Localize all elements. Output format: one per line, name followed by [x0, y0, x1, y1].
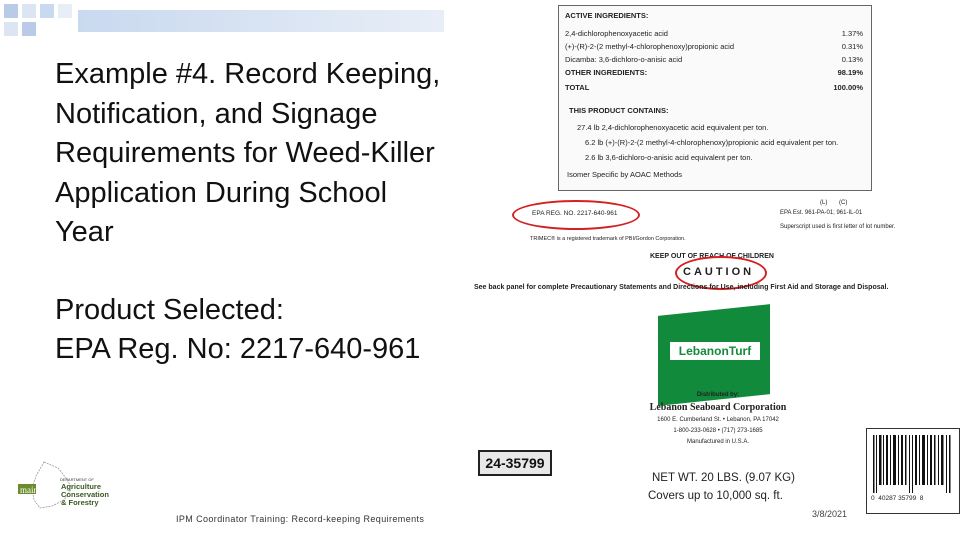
slide-title: Example #4. Record Keeping, Notification, and Signage Requirements for Weed-Killer Application During School Year: [55, 58, 441, 248]
pesticide-label: [448, 0, 960, 512]
company-phone: 1-800-233-0628 • (717) 273-1685: [673, 428, 763, 434]
company-address: 1600 E. Cumberland St. • Lebanon, PA 17042: [657, 417, 779, 423]
corner-decoration: [0, 0, 90, 40]
made-in: Manufactured in U.S.A.: [686, 439, 750, 445]
product-selected-label: Product Selected:: [55, 294, 284, 326]
contains-heading: THIS PRODUCT CONTAINS:: [569, 106, 669, 115]
agency-logo: [14, 460, 124, 510]
epa-est-codes: (L) (C): [820, 200, 848, 206]
logo-dept: Agriculture: [61, 482, 102, 491]
distributed-by: Distributed by:: [696, 392, 740, 398]
product-code: 24-35799: [478, 450, 552, 476]
ingredient-row: Dicamba: 3,6-dichloro-o-anisic acid 0.13%: [565, 55, 863, 64]
ingredient-row: 2,4-dichlorophenoxyacetic acid 1.37%: [565, 29, 863, 38]
epa-est: EPA Est. 961-PA-01; 961-IL-01: [780, 210, 863, 216]
contains-line: 27.4 lb 2,4-dichlorophenoxyacetic acid equivalent per ton.: [577, 123, 769, 132]
superscript-note: Superscript used is first letter of lot number.: [780, 224, 896, 230]
footer-text: IPM Coordinator Training: Record-keeping Requirements: [176, 514, 425, 524]
barcode: [866, 428, 960, 514]
contains-line: 6.2 lb (+)-(R)-2-(2 methyl-4-chlorophenoxy)propionic acid equivalent per ton.: [585, 138, 839, 147]
keep-out-text: KEEP OUT OF REACH OF CHILDREN: [650, 253, 774, 260]
caution-text: CAUTION: [683, 266, 755, 278]
product-selected: [55, 291, 450, 369]
contains-line: Isomer Specific by AOAC Methods: [567, 170, 683, 179]
ingredients-box: [558, 5, 872, 191]
ingredient-row: (+)-(R)-2-(2 methyl-4-chlorophenoxy)propionic acid 0.31%: [565, 42, 863, 51]
see-back-text: See back panel for complete Precautionary Statements and Directions for Use, including First Aid and Storage and Disposal.: [474, 284, 889, 291]
barcode-icon: [873, 435, 953, 493]
epa-reg-number: EPA Reg. No: 2217-640-961: [55, 333, 421, 365]
net-weight: NET WT. 20 LBS. (9.07 KG): [652, 472, 795, 484]
ingredient-row: TOTAL 100.00%: [565, 83, 863, 92]
ingredient-row: OTHER INGREDIENTS: 98.19%: [565, 68, 863, 77]
active-heading: ACTIVE INGREDIENTS:: [565, 11, 649, 20]
contains-line: 2.6 lb 3,6-dichloro-o-anisic acid equivalent per ton.: [585, 153, 753, 162]
logo-dept3: & Forestry: [61, 498, 99, 507]
trademark-note: TRIMEC® is a registered trademark of PBI/Gordon Corporation.: [530, 236, 686, 242]
epa-reg-highlight: [512, 200, 640, 230]
logo-state: maine: [20, 485, 42, 495]
brand-logo: LebanonTurf: [670, 342, 760, 360]
header-stripe: [78, 10, 444, 32]
logo-top-line: DEPARTMENT OF: [60, 477, 94, 482]
epa-reg-label: EPA REG. NO. 2217-640-961: [532, 210, 618, 217]
barcode-digits: 0 40287 35799 8: [871, 495, 924, 502]
company-name: Lebanon Seaboard Corporation: [649, 402, 787, 413]
slide-date: 3/8/2021: [812, 509, 848, 519]
coverage: Covers up to 10,000 sq. ft.: [648, 490, 783, 502]
logo-dept2: Conservation: [61, 490, 109, 499]
